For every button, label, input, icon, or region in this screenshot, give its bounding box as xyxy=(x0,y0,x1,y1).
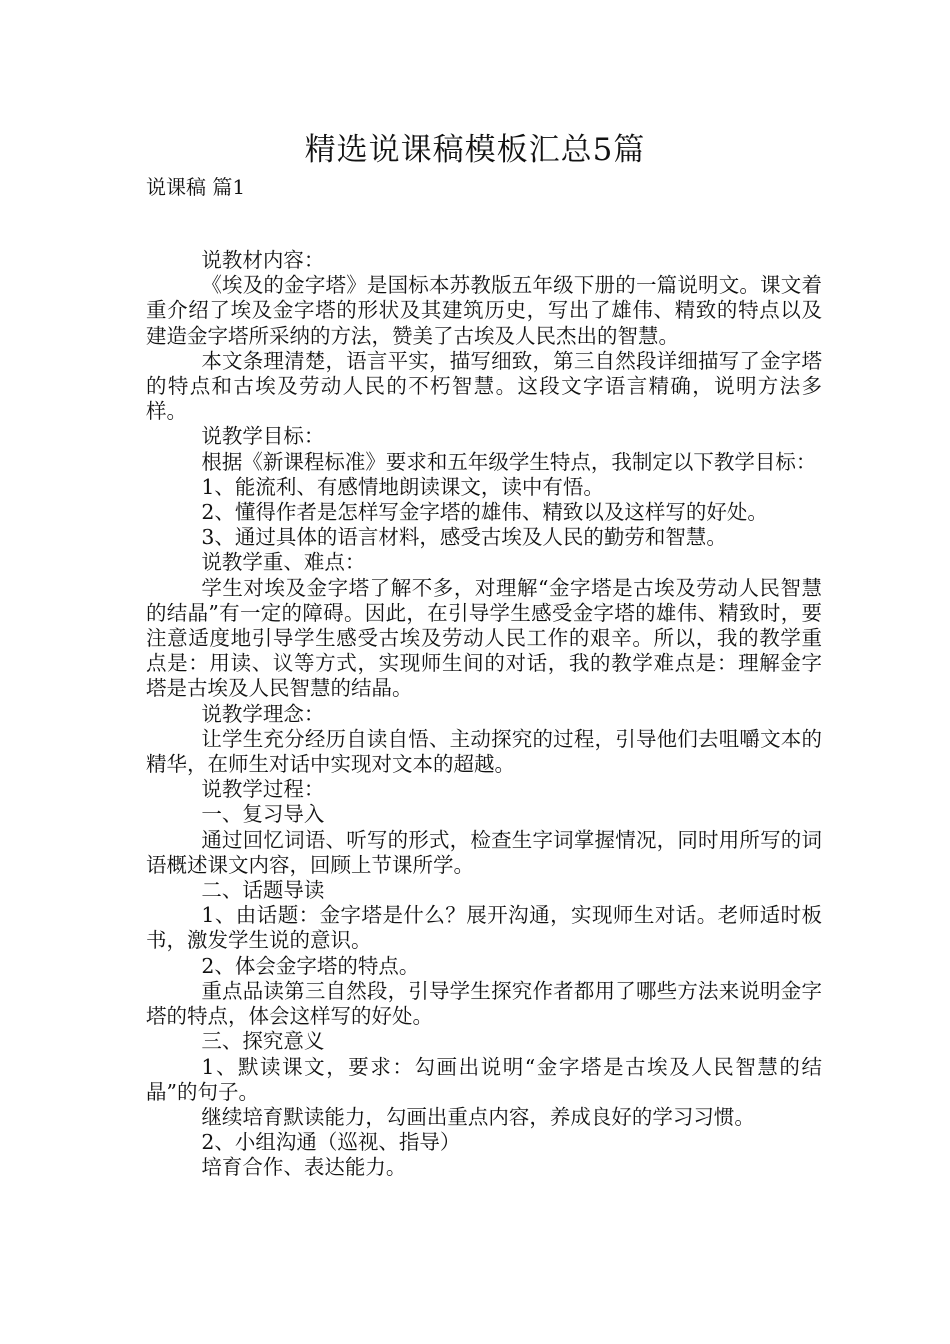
paragraph: 说教学目标： xyxy=(201,424,325,449)
paragraph: 说教学重、难点： xyxy=(201,550,366,575)
paragraph: 二、话题导读 xyxy=(201,878,325,903)
paragraph: 1、能流利、有感情地朗读课文，读中有悟。 xyxy=(201,474,604,499)
paragraph: 培育合作、表达能力。 xyxy=(201,1155,407,1180)
paragraph: 说教材内容： xyxy=(201,248,325,272)
document-body xyxy=(146,248,822,1181)
paragraph: 《埃及的金字塔》是国标本苏教版五年级下册的一篇说明文。课文着重介绍了埃及金字塔的形状及其建筑历史，写出了雄伟、精致的特点以及建造金字塔所采纳的方法，赞美了古埃及人民杰出的智慧。 xyxy=(146,273,822,348)
paragraph: 1、默读课文，要求：勾画出说明“金字塔是古埃及人民智慧的结晶”的句子。 xyxy=(146,1054,822,1104)
paragraph: 3、通过具体的语言材料，感受古埃及人民的勤劳和智慧。 xyxy=(201,525,727,550)
paragraph: 说教学理念： xyxy=(201,701,325,726)
paragraph: 2、体会金字塔的特点。 xyxy=(201,953,420,978)
paragraph: 根据《新课程标准》要求和五年级学生特点，我制定以下教学目标： xyxy=(201,449,817,474)
document-title: 精选说课稿模板汇总5篇 xyxy=(304,132,646,168)
paragraph: 1、由话题：金字塔是什么？展开沟通，实现师生对话。老师适时板书，激发学生说的意识。 xyxy=(146,903,822,953)
paragraph: 说教学过程： xyxy=(201,777,325,802)
paragraph: 继续培育默读能力，勾画出重点内容，养成良好的学习习惯。 xyxy=(201,1104,755,1129)
paragraph: 通过回忆词语、听写的形式，检查生字词掌握情况，同时用所写的词语概述课文内容，回顾上节课所学。 xyxy=(146,827,822,877)
paragraph: 学生对埃及金字塔了解不多，对理解“金字塔是古埃及劳动人民智慧的结晶”有一定的障碍。因此，在引导学生感受金字塔的雄伟、精致时，要注意适度地引导学生感受古埃及劳动人民工作的艰辛。所以，我的教学重点是：用读、议等方式，实现师生间的对话，我的教学难点是：理解金字塔是古埃及人民智慧的结晶。 xyxy=(146,575,822,701)
paragraph: 让学生充分经历自读自悟、主动探究的过程，引导他们去咀嚼文本的精华，在师生对话中实现对文本的超越。 xyxy=(146,726,822,777)
paragraph: 三、探究意义 xyxy=(201,1029,325,1054)
paragraph: 2、懂得作者是怎样写金字塔的雄伟、精致以及这样写的好处。 xyxy=(201,500,768,525)
paragraph: 重点品读第三自然段，引导学生探究作者都用了哪些方法来说明金字塔的特点，体会这样写的好处。 xyxy=(146,978,822,1029)
paragraph: 一、复习导入 xyxy=(201,802,325,827)
section-label: 说课稿 篇1 xyxy=(146,175,246,199)
paragraph: 2、小组沟通（巡视、指导） xyxy=(201,1130,461,1155)
paragraph: 本文条理清楚，语言平实，描写细致，第三自然段详细描写了金字塔的特点和古埃及劳动人民的不朽智慧。这段文字语言精确，说明方法多样。 xyxy=(146,348,822,424)
